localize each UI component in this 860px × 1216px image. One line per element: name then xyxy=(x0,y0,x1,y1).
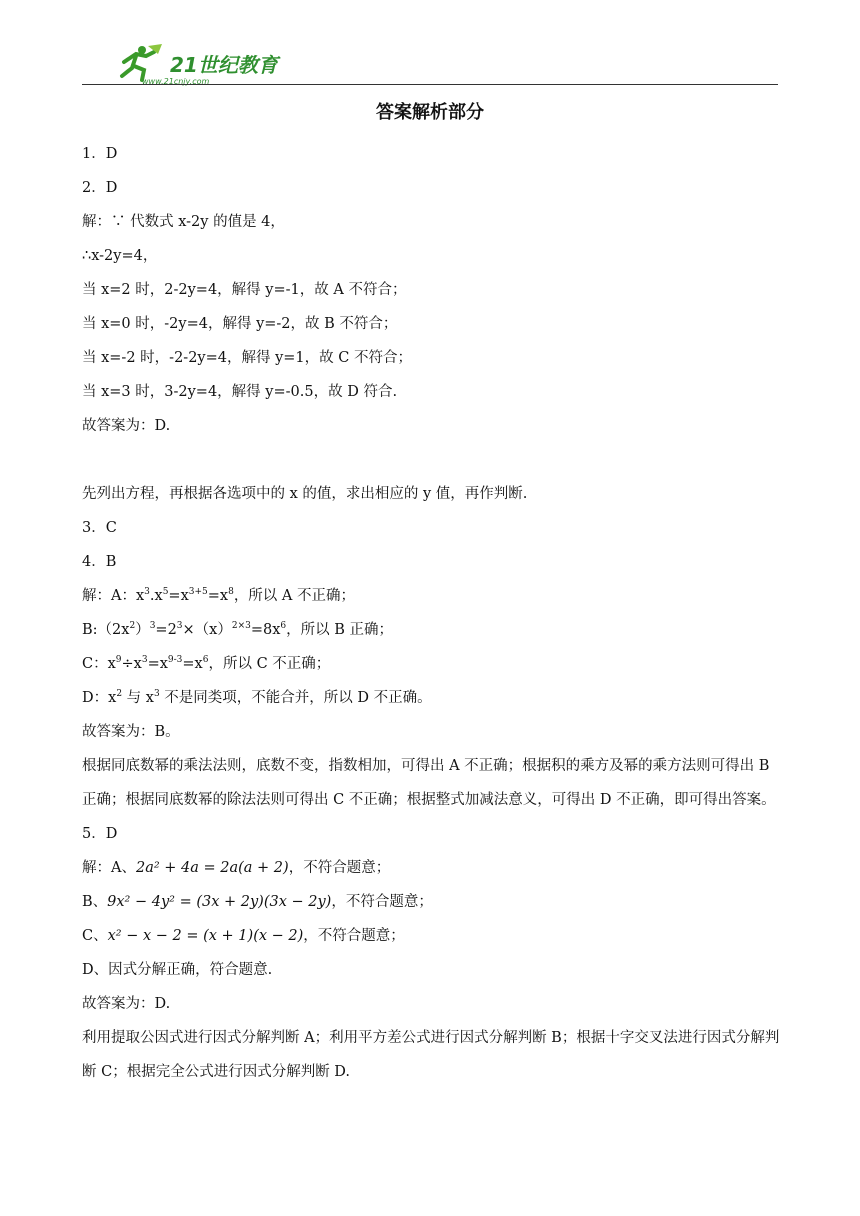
q2-solution-line: 解：∵ 代数式 x-2y 的值是 4， xyxy=(82,214,285,230)
answer-content xyxy=(82,137,782,1089)
q2-solution-line: 当 x=-2 时，-2-2y=4，解得 y=1，故 C 不符合； xyxy=(82,350,412,366)
answer-4: 4．B xyxy=(82,554,117,570)
page-title: 答案解析部分 xyxy=(376,102,484,123)
q2-solution-line: 当 x=2 时，2-2y=4，解得 y=-1，故 A 不符合； xyxy=(82,282,407,298)
q2-solution-line: 当 x=3 时，3-2y=4，解得 y=-0.5，故 D 符合. xyxy=(82,384,398,400)
answer-5: 5．D xyxy=(82,826,118,842)
page-header xyxy=(82,40,778,88)
q5-option-c: C、x² − x − 2 = (x + 1)(x − 2)，不符合题意； xyxy=(82,928,405,944)
q2-conclusion: 故答案为：D. xyxy=(82,418,171,434)
q4-option-c: C：$x^9\div x^3=x^{9-3}=x^6$，所以 C 不正确； xyxy=(82,655,331,672)
21cnjy-logo xyxy=(102,42,282,86)
q5-analysis: 利用提取公因式进行因式分解判断 A；利用平方差公式进行因式分解判断 B；根据十字交叉法进行因式分解判断 C；根据完全公式进行因式分解判断 D. xyxy=(82,1030,780,1080)
q4-option-b: $B:(2x^2)^3=2^3\times(x)^{2\times 3}=8x^6$，所以 B 正确； xyxy=(82,621,394,638)
q2-solution-line: 当 x=0 时，-2y=4，解得 y=-2，故 B 不符合； xyxy=(82,316,398,332)
q4-option-a: 解：A：$x^3.x^5=x^{3+5}=x^8$，所以 A 不正确； xyxy=(82,587,356,604)
svg-text:21世纪教育: 21世纪教育 xyxy=(170,53,278,77)
q5-option-a: 解：A、2a² + 4a = 2a(a + 2)，不符合题意； xyxy=(82,860,391,876)
answer-1: 1．D xyxy=(82,146,118,162)
q2-analysis: 先列出方程，再根据各选项中的 x 的值，求出相应的 y 值，再作判断. xyxy=(82,486,528,502)
q5-conclusion: 故答案为：D. xyxy=(82,996,171,1012)
q5-option-d: D、因式分解正确，符合题意. xyxy=(82,962,273,978)
answer-2: 2．D xyxy=(82,180,118,196)
q4-option-d: D：$x^2$ 与 $x^3$ 不是同类项，不能合并，所以 D 不正确。 xyxy=(82,689,432,706)
q2-solution-line: ∴x-2y=4， xyxy=(82,248,158,264)
q4-analysis: 根据同底数幂的乘法法则，底数不变，指数相加，可得出 A 不正确；根据积的乘方及幂的乘方法则可得出 B 正确；根据同底数幂的除法法则可得出 C 不正确；根据整式加减法意义，可得出 D 不正确，即可得出答案。 xyxy=(82,758,776,808)
q5-option-b: B、9x² − 4y² = (3x + 2y)(3x − 2y)，不符合题意； xyxy=(82,894,433,910)
svg-text:www.21cnjy.com: www.21cnjy.com xyxy=(142,77,210,86)
q4-conclusion: 故答案为：B。 xyxy=(82,724,180,740)
answer-3: 3．C xyxy=(82,520,117,536)
spacer xyxy=(82,443,782,477)
header-divider xyxy=(82,84,778,85)
